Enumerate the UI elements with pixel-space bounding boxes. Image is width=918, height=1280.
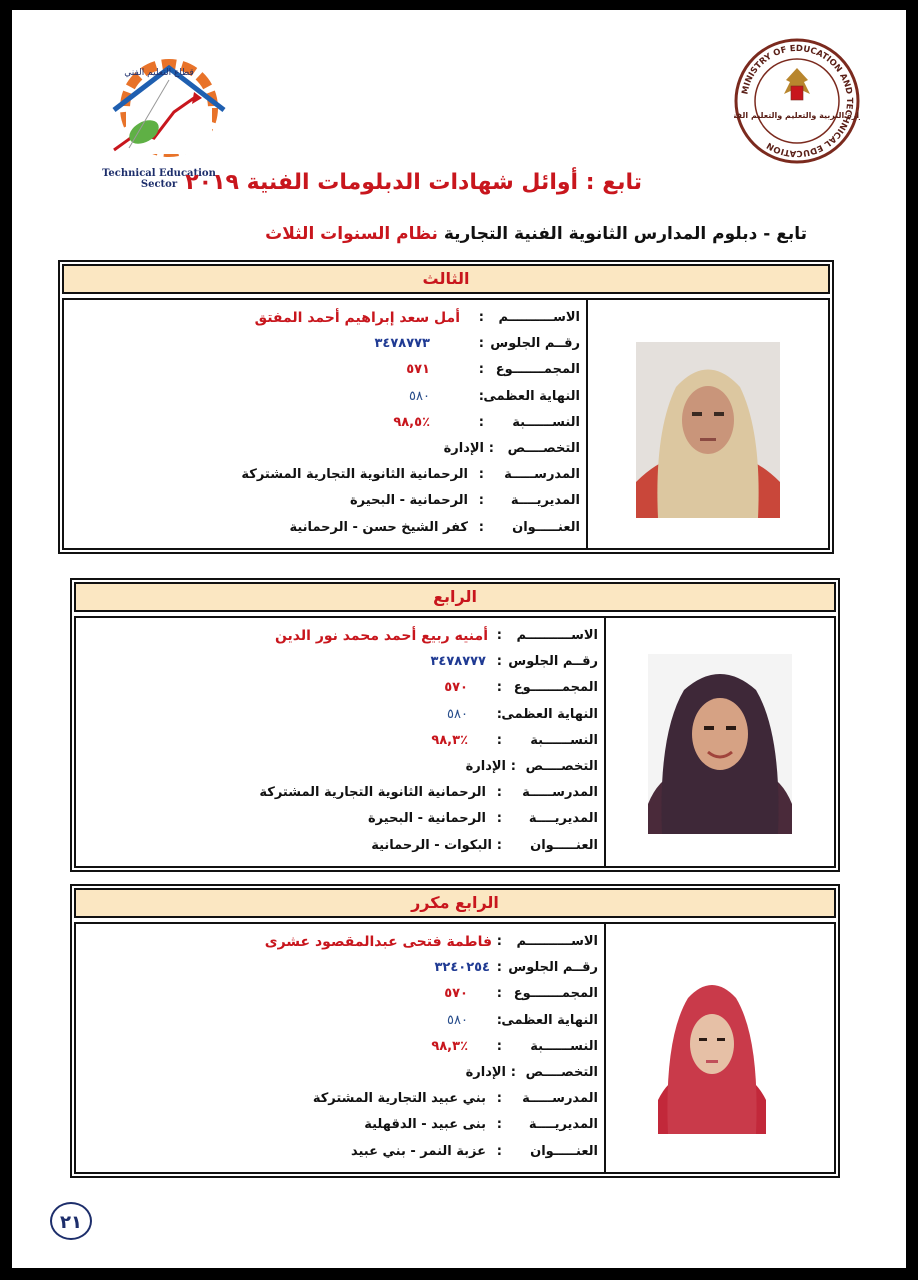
field-seat: رقــم الجلوس : ٣٤٧٨٧٧٣: [374, 336, 580, 352]
page-subtitle: [162, 224, 807, 244]
student-details: [78, 932, 598, 1168]
field-address: العنـــــوان : البكوات - الرحمانية: [371, 837, 598, 853]
field-directorate: المديريــــة : الرحمانية - البحيرة: [368, 811, 598, 827]
student-details: [60, 308, 580, 544]
field-specialty: التخصــــص : الإدارة: [443, 440, 580, 456]
field-percent: النســــــبة : ٪٩٨,٣: [431, 1038, 598, 1054]
subtitle-program: تابع - دبلوم المدارس الثانوية الفنية التجارية: [443, 224, 807, 244]
student-name: أمل سعد إبراهيم أحمد المفتق: [254, 310, 460, 326]
document-page: [12, 10, 906, 1268]
field-max: النهاية العظمى : ٥٨٠: [409, 388, 580, 404]
student-card: [58, 260, 834, 554]
rank-label: الرابع: [74, 582, 836, 612]
gear-chart-logo-icon: [84, 50, 234, 168]
student-photo: [658, 968, 766, 1134]
student-card: [70, 884, 840, 1178]
field-percent: النســــــبة : ٪٩٨,٣: [431, 732, 598, 748]
field-specialty: التخصــــص : الإدارة: [465, 1064, 598, 1080]
technical-education-sector-logo: [84, 50, 234, 190]
svg-text:قطاع التعليم الفني: قطاع التعليم الفني: [124, 68, 194, 78]
field-max: النهاية العظمى : ٥٨٠: [447, 706, 598, 722]
field-directorate: المديريــــة : الرحمانية - البحيرة: [350, 493, 580, 509]
svg-text:MINISTRY OF EDUCATION AND TECH: MINISTRY OF EDUCATION AND TECHNICAL EDUCATION: [740, 43, 855, 159]
student-photo: [636, 342, 780, 518]
field-school: المدرســـــة : بني عبيد التجارية المشتركة: [312, 1091, 598, 1107]
photo-cell: [604, 924, 834, 1172]
field-total: المجمـــــــوع : ٥٧٠: [444, 986, 598, 1002]
student-details: [78, 626, 598, 862]
field-school: المدرســـــة : الرحمانية الثانوية التجارية المشتركة: [259, 785, 598, 801]
subtitle-system: نظام السنوات الثلاث: [265, 224, 438, 244]
field-max: النهاية العظمى : ٥٨٠: [447, 1012, 598, 1028]
student-photo: [648, 654, 792, 834]
field-address: العنـــــوان : كفر الشيخ حسن - الرحمانية: [289, 519, 580, 535]
field-seat: رقــم الجلوس : ٣٤٧٨٧٧٧: [430, 654, 598, 670]
page-title: تابع : أوائل شهادات الدبلومات الفنية ٢٠١٩: [185, 170, 642, 195]
field-total: المجمـــــــوع : ٥٧١: [406, 362, 580, 378]
svg-text:وزارة التربية والتعليم والتعلي: ارة التربية والتعليم والتعليم الف: [736, 111, 860, 120]
student-name: فاطمة فتحى عبدالمقصود عشرى: [264, 934, 492, 950]
photo-cell: [604, 618, 834, 866]
ministry-seal-icon: [734, 38, 860, 164]
field-name: الاســــــــــم : أمل سعد إبراهيم أحمد المفتق: [254, 310, 580, 326]
logo-caption: Technical Education Sector: [102, 168, 216, 190]
page-number: ٢١: [50, 1202, 92, 1240]
student-name: أمنيه ربيع أحمد محمد نور الدين: [274, 628, 488, 644]
field-school: المدرســـــة : الرحمانية الثانوية التجارية المشتركة: [241, 467, 580, 483]
field-percent: النســــــبة : ٪٩٨,٥: [393, 414, 580, 430]
field-directorate: المديريــــة : بنى عبيد - الدقهلية: [364, 1117, 598, 1133]
field-name: الاســــــــــم : أمنيه ربيع أحمد محمد نور الدين: [274, 628, 598, 644]
student-card: [70, 578, 840, 872]
field-total: المجمـــــــوع : ٥٧٠: [444, 680, 598, 696]
rank-label: الرابع مكرر: [74, 888, 836, 918]
photo-cell: [586, 300, 828, 548]
field-specialty: التخصــــص : الإدارة: [465, 758, 598, 774]
field-name: الاســــــــــم : فاطمة فتحى عبدالمقصود عشرى: [264, 934, 598, 950]
field-seat: رقــم الجلوس : ٣٢٤٠٢٥٤: [434, 960, 598, 976]
rank-label: الثالث: [62, 264, 830, 294]
ministry-seal: [734, 38, 860, 164]
field-address: العنـــــوان : عزبة النمر - بني عبيد: [350, 1143, 598, 1159]
